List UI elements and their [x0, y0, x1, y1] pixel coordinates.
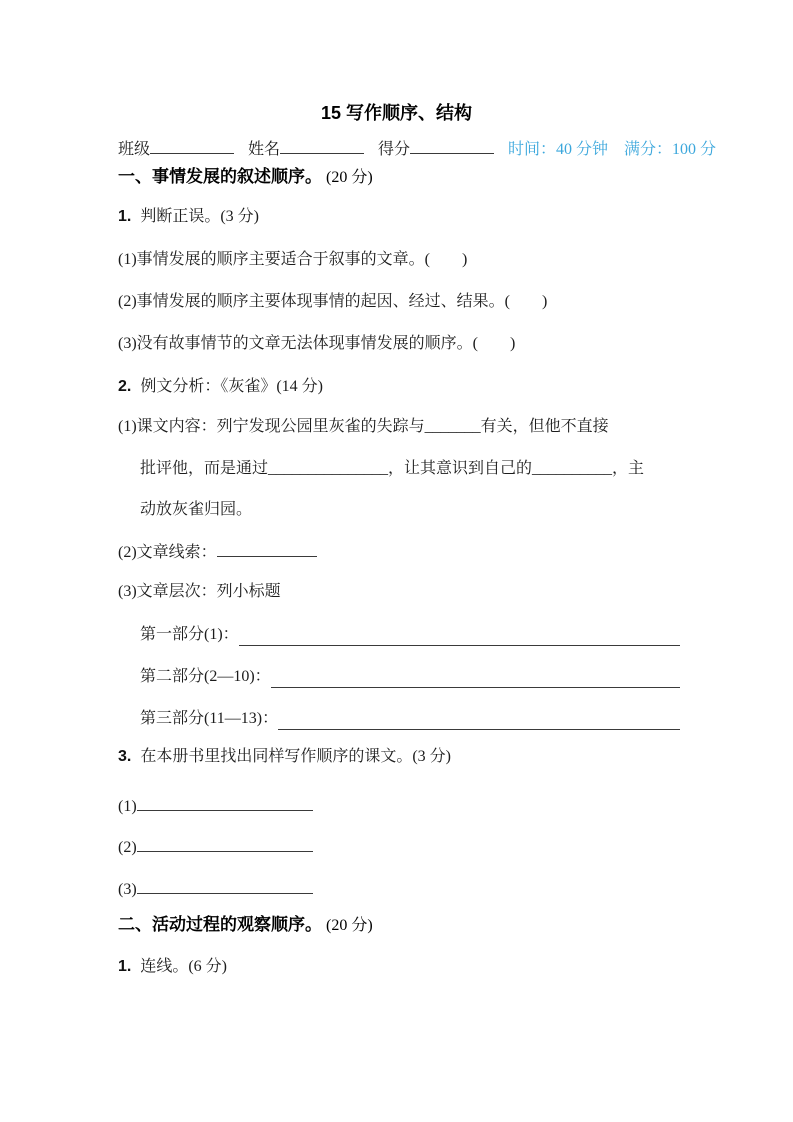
- q2-part-3-blank-field: [278, 710, 680, 730]
- q3-item-3-blank-field: [137, 876, 313, 894]
- q2-part-1: [140, 624, 680, 646]
- question-1-text: 判断正误。(3 分): [140, 208, 260, 225]
- section2-heading: [118, 914, 373, 937]
- question-3-text: 在本册书里找出同样写作顺序的课文。(3 分): [140, 748, 452, 765]
- q2-part-3: [140, 708, 680, 730]
- section2-question-1-text: 连线。(6 分): [140, 958, 228, 975]
- q2-item-1-line-1: (1)课文内容：列宁发现公园里灰雀的失踪与_______有关，但他不直接: [118, 418, 609, 435]
- name-label: 姓名: [248, 141, 281, 158]
- q2-part-2-blank-field: [271, 668, 680, 688]
- name-field-group: [248, 136, 364, 161]
- score-blank-field: [410, 136, 494, 154]
- q2-item-1-line-2: 批评他，而是通过_______________，让其意识到自己的__________，主: [140, 460, 645, 477]
- q2-part-3-label: 第三部分(11—13)：: [140, 710, 279, 727]
- q2-item-2: [118, 539, 317, 564]
- page-title: 15 写作顺序、结构: [320, 103, 473, 123]
- q2-part-2-label: 第二部分(2—10)：: [140, 668, 271, 685]
- q2-item-3: (3)文章层次：列小标题: [118, 583, 281, 600]
- question-2: [118, 376, 323, 398]
- class-label: 班级: [118, 141, 151, 158]
- section1-heading: [118, 166, 373, 189]
- question-1-number: 1.: [118, 208, 132, 225]
- q2-part-1-label: 第一部分(1)：: [140, 626, 239, 643]
- q2-item-1-line-3: 动放灰雀归园。: [140, 501, 253, 518]
- q2-item-2-label: (2)文章线索：: [118, 544, 217, 561]
- section2-question-1: [118, 956, 227, 978]
- q3-item-1: [118, 793, 313, 818]
- question-3-number: 3.: [118, 748, 132, 765]
- section2-heading-score: (20 分): [326, 917, 373, 934]
- question-1: [118, 206, 259, 228]
- q3-item-1-blank-field: [137, 793, 313, 811]
- q2-item-2-blank-field: [217, 539, 317, 557]
- question-2-number: 2.: [118, 378, 132, 395]
- class-field-group: [118, 136, 234, 161]
- q3-item-3-label: (3): [118, 881, 137, 898]
- q3-item-2: [118, 834, 313, 859]
- question-2-text: 例文分析：《灰雀》(14 分): [140, 378, 324, 395]
- section1-heading-score: (20 分): [326, 169, 373, 186]
- section2-question-1-number: 1.: [118, 958, 132, 975]
- section2-heading-text: 二、活动过程的观察顺序。: [118, 915, 322, 934]
- q2-part-2: [140, 666, 680, 688]
- q3-item-1-label: (1): [118, 798, 137, 815]
- q2-part-1-blank-field: [239, 626, 680, 646]
- q1-item-3: (3)没有故事情节的文章无法体现事情发展的顺序。( ): [118, 335, 516, 352]
- class-blank-field: [150, 136, 234, 154]
- q1-item-2: (2)事情发展的顺序主要体现事情的起因、经过、结果。( ): [118, 293, 548, 310]
- q3-item-2-label: (2): [118, 839, 137, 856]
- q3-item-3: [118, 876, 313, 901]
- q3-item-2-blank-field: [137, 834, 313, 852]
- time-fullscore-info: 时间：40 分钟 满分：100 分: [508, 141, 717, 158]
- section1-heading-text: 一、事情发展的叙述顺序。: [118, 167, 322, 186]
- score-field-group: [378, 136, 494, 161]
- name-blank-field: [280, 136, 364, 154]
- score-label: 得分: [378, 141, 411, 158]
- question-3: [118, 746, 451, 768]
- q1-item-1: (1)事情发展的顺序主要适合于叙事的文章。( ): [118, 251, 468, 268]
- header-row: [118, 136, 717, 161]
